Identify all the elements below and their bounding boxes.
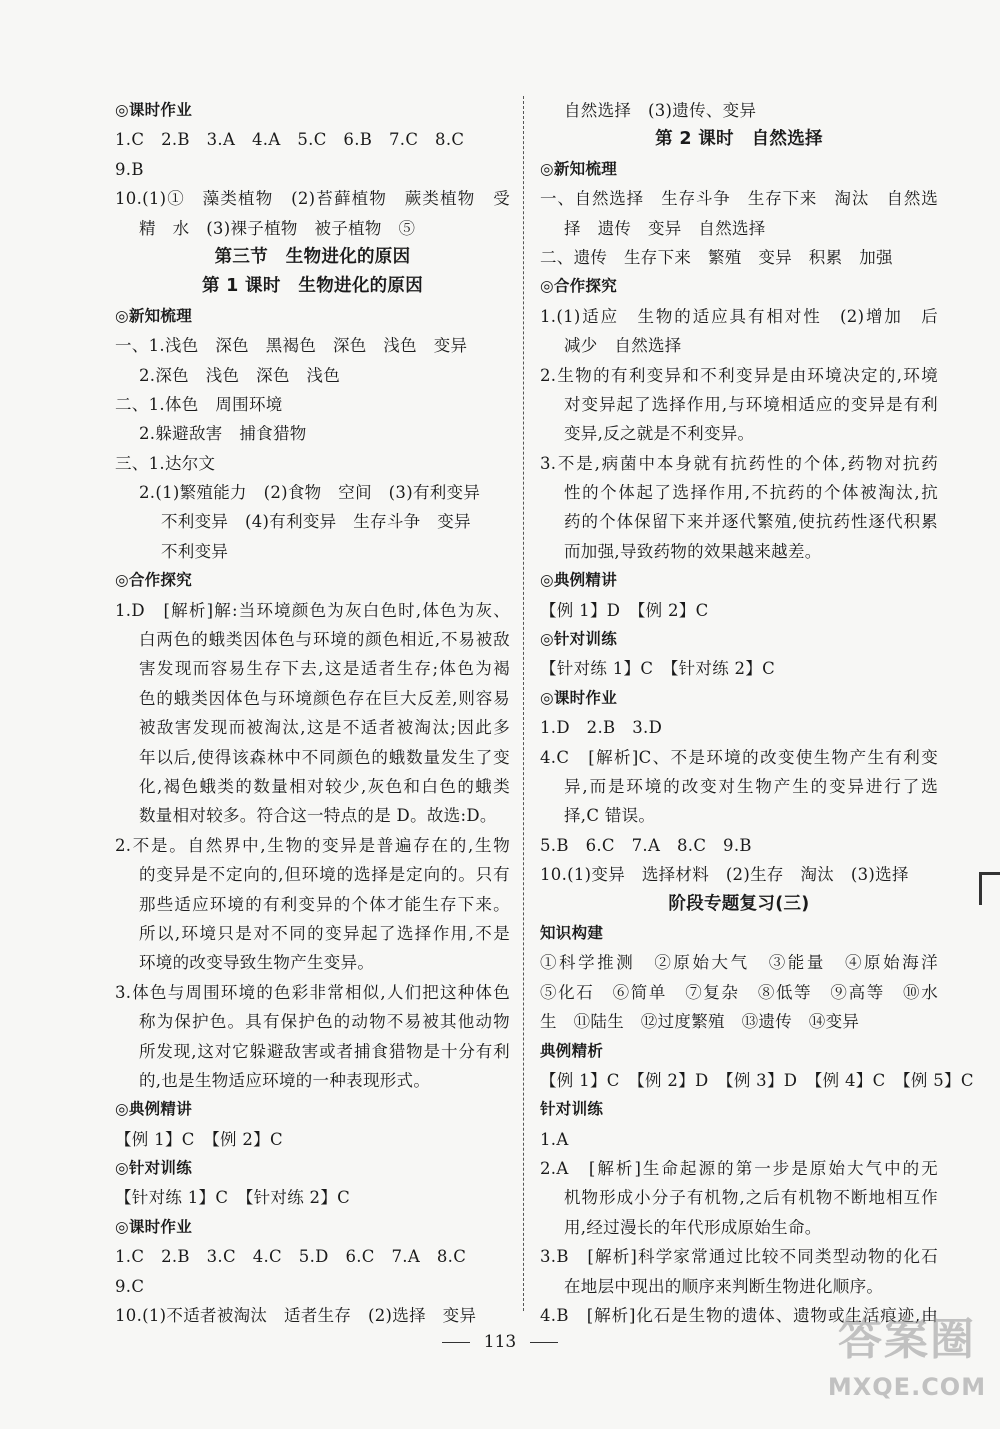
right-line: 第 2 课时 自然选择 bbox=[655, 129, 823, 150]
right-line: 1.(1)适应 生物的适应具有相对性 (2)增加 后 bbox=[540, 306, 938, 326]
left-line: 9.C bbox=[115, 1276, 145, 1296]
right-line: 2.生物的有利变异和不利变异是由环境决定的,环境 bbox=[540, 365, 938, 385]
right-line: ◎针对训练 bbox=[540, 630, 618, 649]
right-line: 典例精析 bbox=[540, 1041, 604, 1060]
right-line: 10.(1)变异 选择材料 (2)生存 淘汰 (3)选择 bbox=[540, 865, 909, 885]
left-line: 数量相对较多。符合这一特点的是 D。故选:D。 bbox=[139, 806, 497, 826]
right-line: 知识构建 bbox=[540, 923, 604, 942]
left-line: 【例 1】C 【例 2】C bbox=[115, 1129, 283, 1149]
left-line: 2.(1)繁殖能力 (2)食物 空间 (3)有利变异 bbox=[139, 483, 481, 503]
right-line: 针对训练 bbox=[540, 1100, 604, 1119]
left-line: ◎课时作业 bbox=[115, 1217, 193, 1236]
column-divider bbox=[523, 96, 524, 1311]
left-line: 不利变异 bbox=[161, 541, 229, 561]
right-line: 性的个体起了选择作用,不抗药的个体被淘汰,抗 bbox=[564, 483, 938, 503]
right-line: 减少 自然选择 bbox=[564, 336, 682, 356]
left-column bbox=[115, 96, 510, 1330]
right-line: ①科学推测 ②原始大气 ③能量 ④原始海洋 bbox=[540, 953, 938, 973]
left-line: 1.C 2.B 3.A 4.A 5.C 6.B 7.C 8.C bbox=[115, 130, 465, 150]
edge-mark bbox=[979, 872, 1000, 905]
right-line: 3.B [解析]科学家常通过比较不同类型动物的化石 bbox=[540, 1247, 938, 1267]
right-line: ⑤化石 ⑥简单 ⑦复杂 ⑧低等 ⑨高等 ⑩水 bbox=[540, 982, 938, 1002]
right-line: 【例 1】D 【例 2】C bbox=[540, 600, 709, 620]
page-number-text: 113 bbox=[483, 1332, 517, 1352]
left-line: 白两色的蛾类因体色与环境的颜色相近,不易被敌 bbox=[139, 630, 510, 650]
left-line: 2.不是。自然界中,生物的变异是普遍存在的,生物 bbox=[115, 835, 510, 855]
left-line: ◎新知梳理 bbox=[115, 306, 193, 325]
right-line: 择,C 错误。 bbox=[564, 806, 656, 826]
right-line: 1.A bbox=[540, 1129, 569, 1149]
right-line: 2.A [解析]生命起源的第一步是原始大气中的无 bbox=[540, 1159, 938, 1179]
left-line: 3.体色与周围环境的色彩非常相似,人们把这种体色 bbox=[115, 982, 510, 1002]
right-line: 用,经过漫长的年代形成原始生命。 bbox=[564, 1217, 822, 1237]
right-line: 异,而是环境的改变对生物产生的变异进行了选 bbox=[564, 776, 938, 796]
watermark-top: 答案圈 bbox=[838, 1314, 976, 1365]
right-line: 药的个体保留下来并逐代繁殖,使抗药性逐代积累 bbox=[564, 512, 938, 532]
right-line: 【例 1】C 【例 2】D 【例 3】D 【例 4】C 【例 5】C bbox=[540, 1070, 974, 1090]
left-line: 环境的改变导致生物产生变异。 bbox=[139, 953, 375, 973]
left-line: 的,也是生物适应环境的一种表现形式。 bbox=[139, 1070, 431, 1090]
left-line: 被敌害发现而被淘汰,这是不适者被淘汰;因此多 bbox=[139, 718, 510, 738]
left-line: ◎合作探究 bbox=[115, 571, 193, 590]
left-line: 所以,环境只是对不同的变异起了选择作用,不是 bbox=[139, 923, 510, 943]
left-line: 害发现而容易生存下去,这是适者生存;体色为褐 bbox=[139, 659, 510, 679]
right-line: ◎典例精讲 bbox=[540, 571, 618, 590]
right-line: 一、自然选择 生存斗争 生存下来 淘汰 自然选 bbox=[540, 189, 938, 209]
right-line: ◎课时作业 bbox=[540, 688, 618, 707]
right-line: 而加强,导致药物的效果越来越差。 bbox=[564, 541, 822, 561]
right-line: 4.B [解析]化石是生物的遗体、遗物或生活痕迹,由 bbox=[540, 1306, 938, 1326]
right-line: ◎合作探究 bbox=[540, 277, 618, 296]
left-line: 称为保护色。具有保护色的动物不易被其他动物 bbox=[139, 1012, 510, 1032]
page-dash-left bbox=[442, 1342, 470, 1343]
left-line: 所发现,这对它躲避敌害或者捕食猎物是十分有利 bbox=[139, 1041, 510, 1061]
left-line: 化,褐色蛾类的数量相对较少,灰色和白色的蛾类 bbox=[139, 776, 510, 796]
left-line: 第三节 生物进化的原因 bbox=[214, 246, 411, 267]
right-line: 3.不是,病菌中本身就有抗药性的个体,药物对抗药 bbox=[540, 453, 938, 473]
left-line: 色的蛾类因体色与环境颜色存在巨大反差,则容易 bbox=[139, 688, 510, 708]
right-line: 1.D 2.B 3.D bbox=[540, 718, 663, 738]
right-line: 自然选择 (3)遗传、变异 bbox=[564, 101, 757, 120]
left-line: 【针对练 1】C 【针对练 2】C bbox=[115, 1188, 351, 1208]
watermark-logo bbox=[822, 1310, 992, 1422]
left-line: 9.B bbox=[115, 159, 144, 179]
right-line: 在地层中现出的顺序来判断生物进化顺序。 bbox=[564, 1276, 884, 1296]
left-line: 2.躲避敌害 捕食猎物 bbox=[139, 424, 307, 444]
left-line: 10.(1)① 藻类植物 (2)苔藓植物 蕨类植物 受 bbox=[115, 189, 510, 209]
right-line: 【针对练 1】C 【针对练 2】C bbox=[540, 659, 776, 679]
right-line: 生 ⑪陆生 ⑫过度繁殖 ⑬遗传 ⑭变异 bbox=[540, 1012, 860, 1032]
right-line: ◎新知梳理 bbox=[540, 159, 618, 178]
right-column bbox=[540, 96, 974, 1330]
right-line: 对变异起了选择作用,与环境相适应的变异是有利 bbox=[564, 394, 938, 414]
watermark-url: MXQE.COM bbox=[827, 1373, 987, 1401]
left-line: 那些适应环境的有利变异的个体才能生存下来。 bbox=[139, 894, 510, 914]
right-line: 5.B 6.C 7.A 8.C 9.B bbox=[540, 835, 752, 855]
left-line: ◎课时作业 bbox=[115, 101, 193, 119]
right-line: 阶段专题复习(三) bbox=[668, 893, 810, 914]
left-line: 一、1.浅色 深色 黑褐色 深色 浅色 变异 bbox=[115, 336, 468, 356]
left-line: ◎针对训练 bbox=[115, 1159, 193, 1178]
left-line: 1.C 2.B 3.C 4.C 5.D 6.C 7.A 8.C bbox=[115, 1247, 467, 1267]
page-dash-right bbox=[530, 1342, 558, 1343]
left-line: 三、1.达尔文 bbox=[115, 453, 216, 473]
right-line: 择 遗传 变异 自然选择 bbox=[564, 218, 766, 238]
left-line: 2.深色 浅色 深色 浅色 bbox=[139, 365, 341, 385]
left-line: 年以后,使得该森林中不同颜色的蛾数量发生了变 bbox=[139, 747, 510, 767]
left-line: 二、1.体色 周围环境 bbox=[115, 394, 283, 414]
left-line: 精 水 (3)裸子植物 被子植物 ⑤ bbox=[139, 218, 416, 238]
left-line: ◎典例精讲 bbox=[115, 1100, 193, 1119]
left-line: 第 1 课时 生物进化的原因 bbox=[201, 276, 424, 297]
right-line: 机物形成小分子有机物,之后有机物不断地相互作 bbox=[564, 1188, 938, 1208]
left-line: 10.(1)不适者被淘汰 适者生存 (2)选择 变异 bbox=[115, 1306, 477, 1326]
right-line: 变异,反之就是不利变异。 bbox=[564, 424, 755, 444]
right-line: 二、遗传 生存下来 繁殖 变异 积累 加强 bbox=[540, 247, 893, 267]
left-line: 不利变异 (4)有利变异 生存斗争 变异 bbox=[161, 512, 471, 532]
left-line: 的变异是不定向的,但环境的选择是定向的。只有 bbox=[139, 865, 510, 885]
right-line: 4.C [解析]C、不是环境的改变使生物产生有利变 bbox=[540, 747, 938, 767]
left-line: 1.D [解析]解:当环境颜色为灰白色时,体色为灰、 bbox=[115, 600, 510, 620]
